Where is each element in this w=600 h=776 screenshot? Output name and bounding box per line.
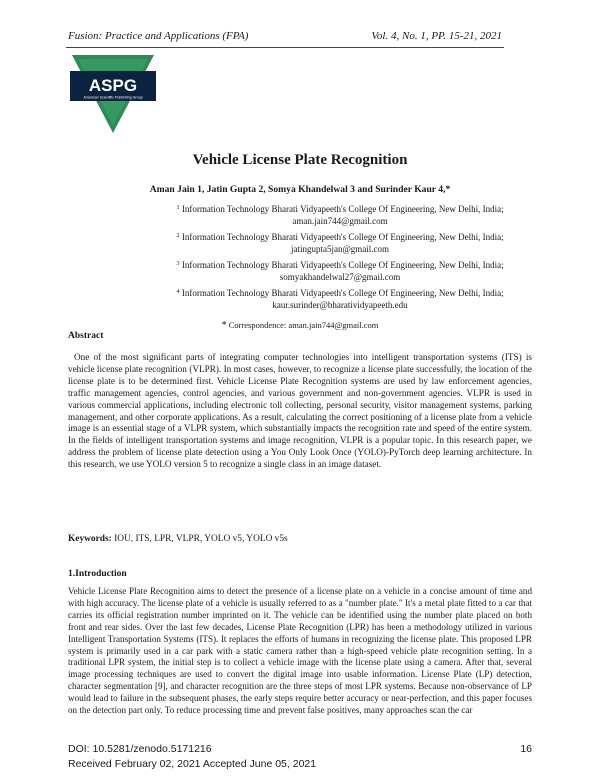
author-list: Aman Jain 1, Jatin Gupta 2, Somya Khandelwal 3 and Surinder Kaur 4,*	[149, 184, 451, 195]
keywords-label: Keywords:	[68, 534, 112, 544]
volume-info: Vol. 4, No. 1, PP. 15-21, 2021	[371, 30, 502, 42]
affiliation-1: $^1$ Information Technology Bharati Vidyapeeth's College Of Engineering, New Delhi, India; aman.jain744@gmail.com	[176, 204, 504, 226]
doi: DOI: 10.5281/zenodo.5171216	[68, 743, 212, 755]
journal-name: Fusion: Practice and Applications (FPA)	[68, 30, 249, 42]
affiliation-email: aman.jain744@gmail.com	[292, 215, 388, 226]
affiliation-email: jatingupta5jan@gmail.com	[290, 243, 389, 254]
logo-text: ASPG	[88, 76, 138, 95]
abstract-heading: Abstract	[68, 331, 104, 341]
aspg-logo	[70, 55, 156, 133]
introduction-body: Vehicle License Plate Recognition aims to detect the presence of a license plate on a vehicle in a concise amount of time and with high accuracy. The license plate of a vehicle is usually referred to as a "number plate." It's a metal plate fitted to a car that carries its official registration number imprinted on it. The vehicle can be identified using the number plate placed on both front and rear sides. Over the last few decades, License Plate Recognition (LPR) has been a methodology utilized in various Intelligent Transportation Systems (ITS). It replaces the efforts of humans in recognizing the license plate. This proposed LPR system is primarily used in a car park with a static camera rather than a high-speed vehicle plate recognition setting. In a traditional LPR system, the initial step is to collect a vehicle image with the license plate using a camera. After that, several image processing techniques are used to convert the digital image into usable information. License Plate (LP) detection, character segmentation [9], and character recognition are the three steps of most LPR systems. Because non-observance of LP would lead to failure in the subsequent phases, the early steps require better accuracy or near-perfection, and this paper focuses on the detection part only. To reduce processing time and prevent false positives, many approaches scan the car	[68, 586, 532, 716]
affiliations	[160, 202, 520, 314]
abstract-body: One of the most significant parts of integrating computer technologies into intelligent transportation systems (ITS) is vehicle license plate recognition (VLPR). In most cases, however, to recognize a license plate successfully, the location of the license plate is to be determined first. Vehicle License Plate Recognition systems are used by law enforcement agencies, traffic management agencies, control agencies, and various government and non-government agencies. VLPR is used in various commercial applications, including electronic toll collecting, personal security, visitor management systems, parking management, and other corporate applications. As a result, calculating the correct positioning of a license plate from a vehicle image is an essential stage of a VLPR system, which substantially impacts the recognition rate and speed of the entire system. In the fields of intelligent transportation systems and image recognition, VLPR is a popular topic. In this research paper, we address the problem of license plate detection using a You Only Look Once (YOLO)-PyTorch deep learning architecture. In this research, we use YOLO version 5 to recognize a single class in an image dataset.	[68, 352, 532, 470]
page-number: 16	[520, 743, 532, 755]
asterisk-icon: *	[221, 320, 227, 331]
section-heading: 1.Introduction	[68, 569, 127, 579]
keywords	[68, 534, 288, 544]
paper-title: Vehicle License Plate Recognition	[192, 152, 408, 168]
header-rule	[66, 47, 504, 48]
affiliation-3: $^3$ Information Technology Bharati Vidyapeeth's College Of Engineering, New Delhi, India; somyakhandelwal27@gmail.com	[176, 260, 504, 282]
affiliation-email: somyakhandelwal27@gmail.com	[279, 271, 401, 282]
keywords-value: IOU, ITS, LPR, VLPR, YOLO v5, YOLO v5s	[114, 534, 288, 544]
affiliation-4: $^4$ Information Technology Bharati Vidyapeeth's College Of Engineering, New Delhi, India; kaur.surinder@bharatividyapeeth.edu	[176, 288, 504, 310]
received-accepted-dates: Received February 02, 2021 Accepted June 05, 2021	[68, 758, 317, 770]
correspondence: * Correspondence: aman.jain744@gmail.com	[221, 320, 379, 331]
logo-subtitle: American Scientific Publishing Group	[83, 95, 143, 100]
affiliation-email: kaur.surinder@bharatividyapeeth.edu	[272, 299, 408, 310]
affiliation-2: $^2$ Information Technology Bharati Vidyapeeth's College Of Engineering, New Delhi, India; jatingupta5jan@gmail.com	[176, 232, 504, 254]
